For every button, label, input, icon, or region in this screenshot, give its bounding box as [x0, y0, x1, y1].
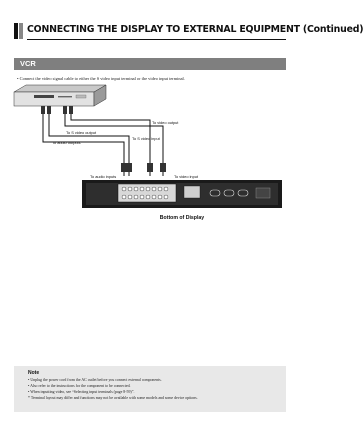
- vcr-illustration: [14, 85, 106, 106]
- header-accent-bar: [14, 23, 18, 39]
- note-item: * Terminal layout may differ and functions may not be available with some models and some device options.: [28, 396, 198, 401]
- note-item: • Also refer to the instructions for the component to be connected.: [28, 384, 131, 389]
- page-header: [14, 22, 363, 40]
- intro-text: • Connect the video signal cable to either the S video input terminal or the video input terminal.: [17, 76, 185, 81]
- label-to-video-input: To video input: [174, 174, 199, 179]
- note-heading: Note: [28, 370, 40, 376]
- connection-diagram: [0, 80, 300, 230]
- note-list: [28, 377, 198, 401]
- header-underline: [27, 39, 286, 40]
- note-item: • Unplug the power cord from the AC outlet before you connect external components.: [28, 378, 162, 382]
- label-to-s-video-output: To S video output: [66, 130, 97, 135]
- label-to-video-output: To video output: [152, 120, 179, 125]
- label-to-audio-outputs: To audio outputs: [52, 140, 81, 145]
- note-box: [14, 366, 286, 412]
- note-item: • When inputting video, see “Selecting input terminals (page 8-59)”.: [28, 390, 135, 395]
- label-to-s-video-input: To S video input: [132, 136, 160, 141]
- page-title: CONNECTING THE DISPLAY TO EXTERNAL EQUIPMENT (Continued): [27, 24, 363, 35]
- header-accent-bar-secondary: [19, 23, 23, 39]
- vcr-output-plugs: [41, 106, 73, 114]
- diagram-caption: Bottom of Display: [159, 215, 205, 221]
- display-bottom-panel: [82, 180, 282, 208]
- connection-cables: [43, 114, 163, 176]
- section-bar: [14, 58, 286, 70]
- label-to-audio-inputs: To audio inputs: [90, 174, 117, 179]
- section-title: VCR: [20, 59, 36, 68]
- display-input-plugs: [121, 163, 166, 172]
